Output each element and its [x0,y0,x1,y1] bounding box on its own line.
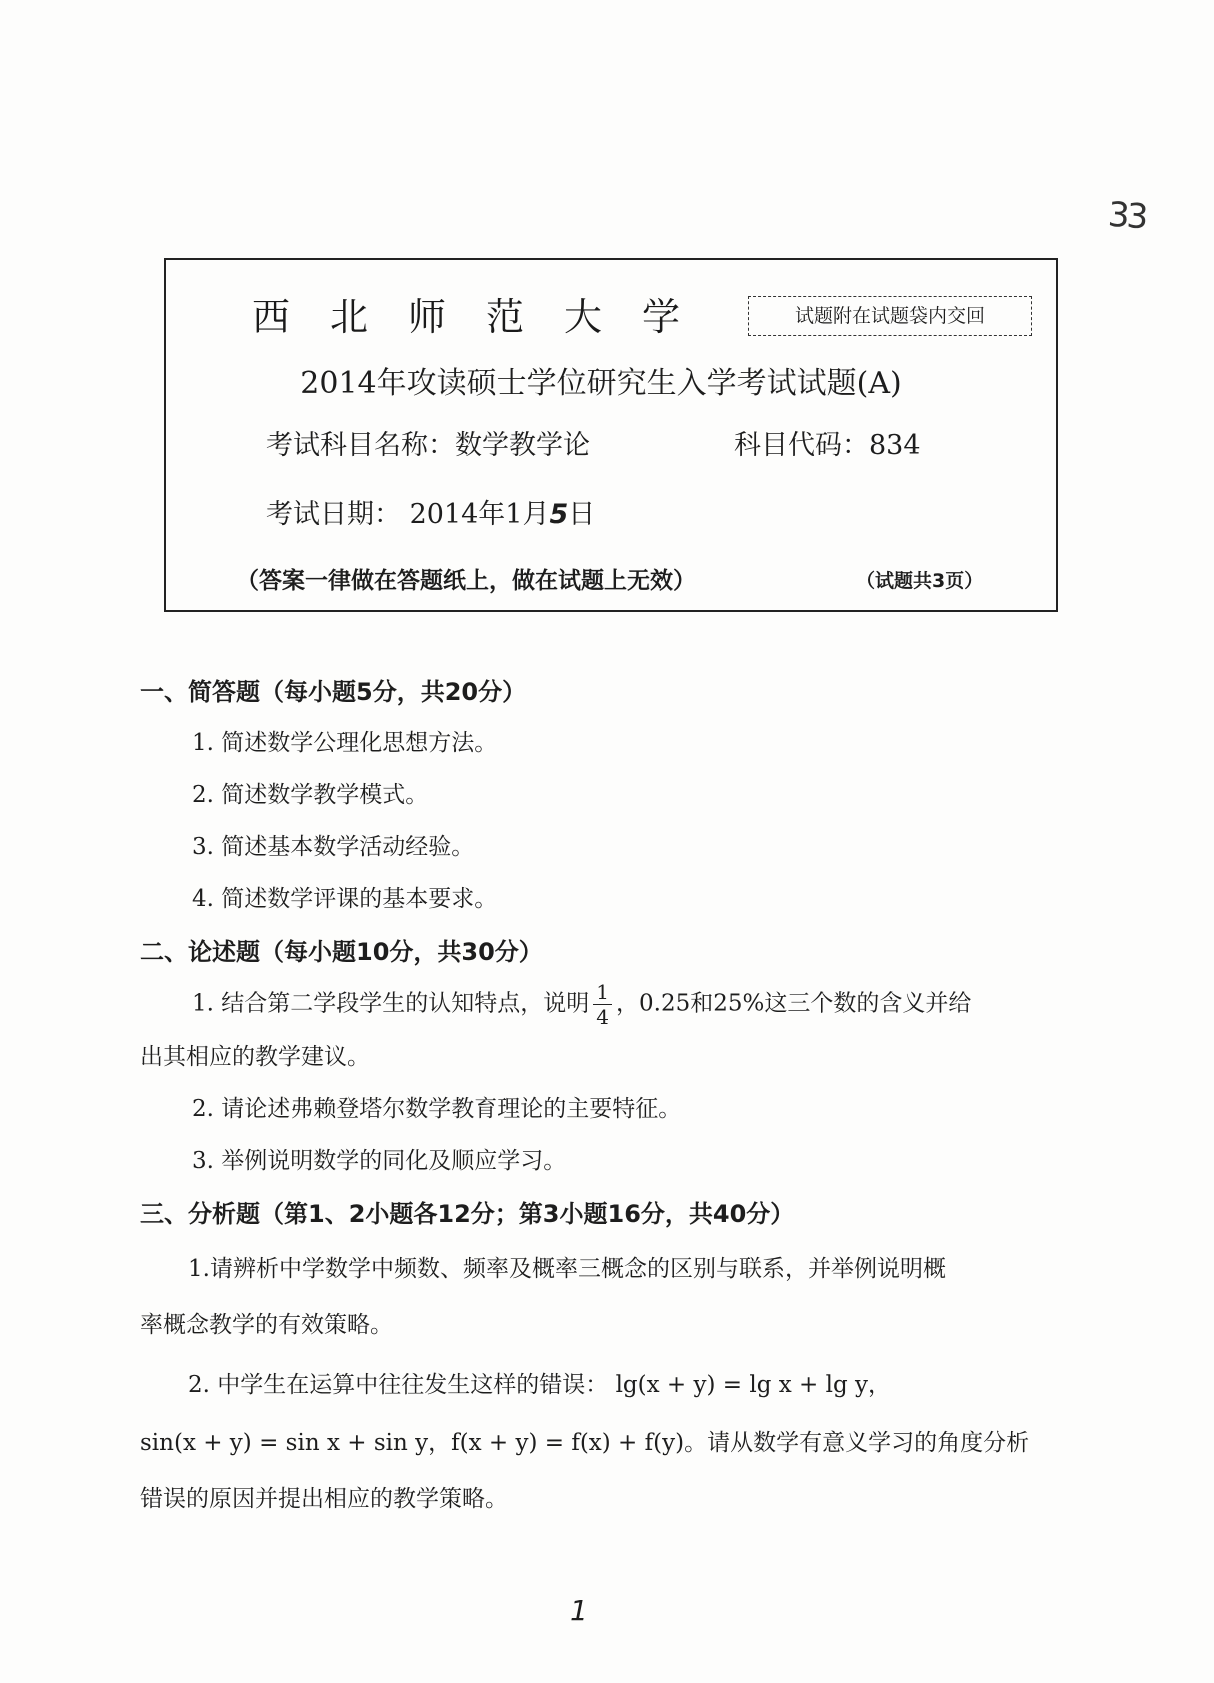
question-2-3: 3. 举例说明数学的同化及顺应学习。 [192,1148,567,1174]
section-heading-2: 二、论述题（每小题10分，共30分） [140,938,543,966]
question-2-1-text-a: 1. 结合第二学段学生的认知特点，说明 [192,990,590,1017]
formula-sin-error: sin(x + y) = sin x + sin y [140,1430,429,1456]
exam-title: 2014年攻读硕士学位研究生入学考试试题(A) [300,366,902,401]
question-1-4: 4. 简述数学评课的基本要求。 [192,886,498,912]
fraction-denominator: 4 [596,1005,609,1029]
return-notice: 试题附在试题袋内交回 [748,296,1032,336]
date-suffix: 日 [568,499,596,530]
exam-header-box [164,258,1058,612]
subject-row [266,423,590,462]
subject-value: 数学教学论 [455,430,590,461]
page-count-note: （试题共3页） [856,570,984,592]
code-value: 834 [869,430,921,461]
answer-instruction: （答案一律做在答题纸上，做在试题上无效） [236,568,696,594]
date-prefix: 2014年1月 [409,499,550,530]
code-label: 科目代码： [734,430,869,461]
question-3-2: 2. 中学生在运算中往往发生这样的错误： lg(x + y) = lg x + lg y， [188,1372,891,1398]
question-3-2-final-line: 错误的原因并提出相应的教学策略。 [140,1486,508,1512]
formula-log-error: lg(x + y) = lg x + lg y [615,1372,868,1398]
formula-function-error: f(x + y) = f(x) + f(y) [451,1430,685,1456]
question-2-1-text-b: ，0.25和25%这三个数的含义并给 [616,990,972,1017]
question-3-1: 1.请辨析中学数学中频数、频率及概率三概念的区别与联系，并举例说明概 [188,1256,946,1282]
date-row [266,492,595,531]
fraction-numerator: 1 [593,980,612,1005]
question-1-2: 2. 简述数学教学模式。 [192,782,429,808]
section-heading-1: 一、简答题（每小题5分，共20分） [140,678,527,706]
page-number: 1 [570,1594,588,1627]
date-label: 考试日期： [266,499,401,530]
question-3-2-intro: 2. 中学生在运算中往往发生这样的错误： [188,1372,609,1398]
question-3-2-continued: sin(x + y) = sin x + sin y，f(x + y) = f(x) + f(y)。请从数学有意义学习的角度分析 [140,1430,1030,1456]
university-name: 西北师范大学 [252,295,721,339]
question-3-1-continued: 率概念教学的有效策略。 [140,1312,393,1338]
date-day-handwritten: 5 [549,499,569,530]
question-3-2-tail: 。请从数学有意义学习的角度分析 [684,1430,1030,1456]
code-row [734,423,921,462]
question-1-3: 3. 简述基本数学活动经验。 [192,834,475,860]
subject-label: 考试科目名称： [266,430,455,461]
question-1-1: 1. 简述数学公理化思想方法。 [192,730,498,756]
question-2-1-continued: 出其相应的教学建议。 [140,1044,370,1070]
fraction-one-quarter [593,980,612,1029]
question-2-1 [192,980,971,1029]
question-2-2: 2. 请论述弗赖登塔尔数学教育理论的主要特征。 [192,1096,682,1122]
section-heading-3: 三、分析题（第1、2小题各12分；第3小题16分，共40分） [140,1200,795,1228]
corner-handwritten-note: 33 [1106,194,1147,238]
